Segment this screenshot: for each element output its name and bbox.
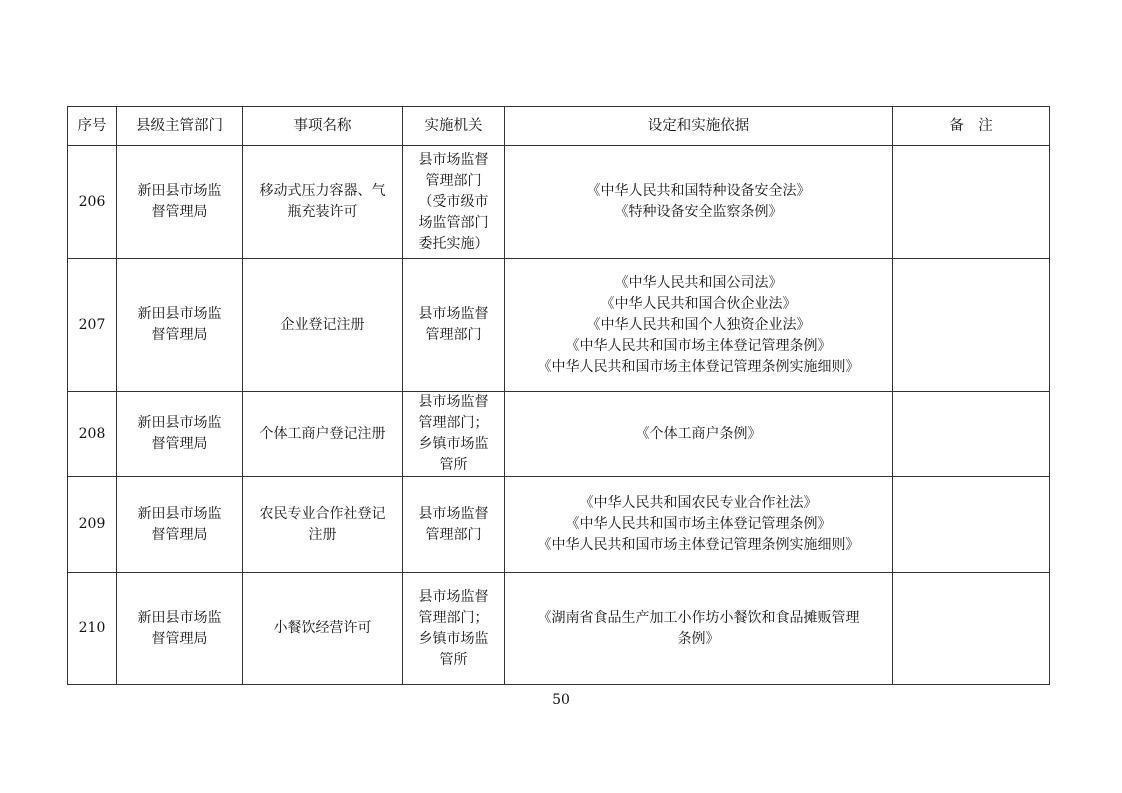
header-seq: 序号 — [68, 107, 117, 146]
row-note — [893, 146, 1050, 259]
table-row — [68, 146, 1050, 259]
row-item: 个体工商户登记注册 — [243, 392, 403, 477]
header-org: 实施机关 — [403, 107, 505, 146]
row-basis: 《中华人民共和国农民专业合作社法》 《中华人民共和国市场主体登记管理条例》 《中华人民共和国市场主体登记管理条例实施细则》 — [505, 477, 893, 573]
row-dept: 新田县市场监 督管理局 — [117, 146, 243, 259]
row-dept: 新田县市场监 督管理局 — [117, 573, 243, 685]
row-item: 移动式压力容器、气 瓶充装许可 — [243, 146, 403, 259]
row-org: 县市场监督 管理部门 — [403, 259, 505, 392]
row-org: 县市场监督 管理部门 — [403, 477, 505, 573]
row-basis: 《中华人民共和国特种设备安全法》 《特种设备安全监察条例》 — [505, 146, 893, 259]
header-item: 事项名称 — [243, 107, 403, 146]
row-dept: 新田县市场监 督管理局 — [117, 392, 243, 477]
table-row — [68, 259, 1050, 392]
header-note: 备 注 — [893, 107, 1050, 146]
row-dept: 新田县市场监 督管理局 — [117, 259, 243, 392]
table-row — [68, 392, 1050, 477]
row-org: 县市场监督 管理部门 （受市级市 场监管部门 委托实施） — [403, 146, 505, 259]
row-basis: 《个体工商户条例》 — [505, 392, 893, 477]
page-number: 50 — [552, 692, 570, 708]
row-dept: 新田县市场监 督管理局 — [117, 477, 243, 573]
header-basis: 设定和实施依据 — [505, 107, 893, 146]
table-header-row — [68, 107, 1050, 146]
table-row — [68, 573, 1050, 685]
row-note — [893, 259, 1050, 392]
row-item: 企业登记注册 — [243, 259, 403, 392]
row-note — [893, 477, 1050, 573]
row-note — [893, 392, 1050, 477]
row-basis: 《湖南省食品生产加工小作坊小餐饮和食品摊贩管理 条例》 — [505, 573, 893, 685]
row-basis: 《中华人民共和国公司法》 《中华人民共和国合伙企业法》 《中华人民共和国个人独资企业法》 《中华人民共和国市场主体登记管理条例》 《中华人民共和国市场主体登记管理条例实施细则》 — [505, 259, 893, 392]
row-seq: 208 — [68, 392, 117, 477]
row-seq: 210 — [68, 573, 117, 685]
row-seq: 209 — [68, 477, 117, 573]
row-seq: 207 — [68, 259, 117, 392]
table-row — [68, 477, 1050, 573]
header-dept: 县级主管部门 — [117, 107, 243, 146]
row-org: 县市场监督 管理部门； 乡镇市场监 管所 — [403, 573, 505, 685]
row-seq: 206 — [68, 146, 117, 259]
permit-table — [67, 106, 1050, 685]
row-note — [893, 573, 1050, 685]
row-org: 县市场监督 管理部门； 乡镇市场监 管所 — [403, 392, 505, 477]
row-item: 农民专业合作社登记 注册 — [243, 477, 403, 573]
row-item: 小餐饮经营许可 — [243, 573, 403, 685]
